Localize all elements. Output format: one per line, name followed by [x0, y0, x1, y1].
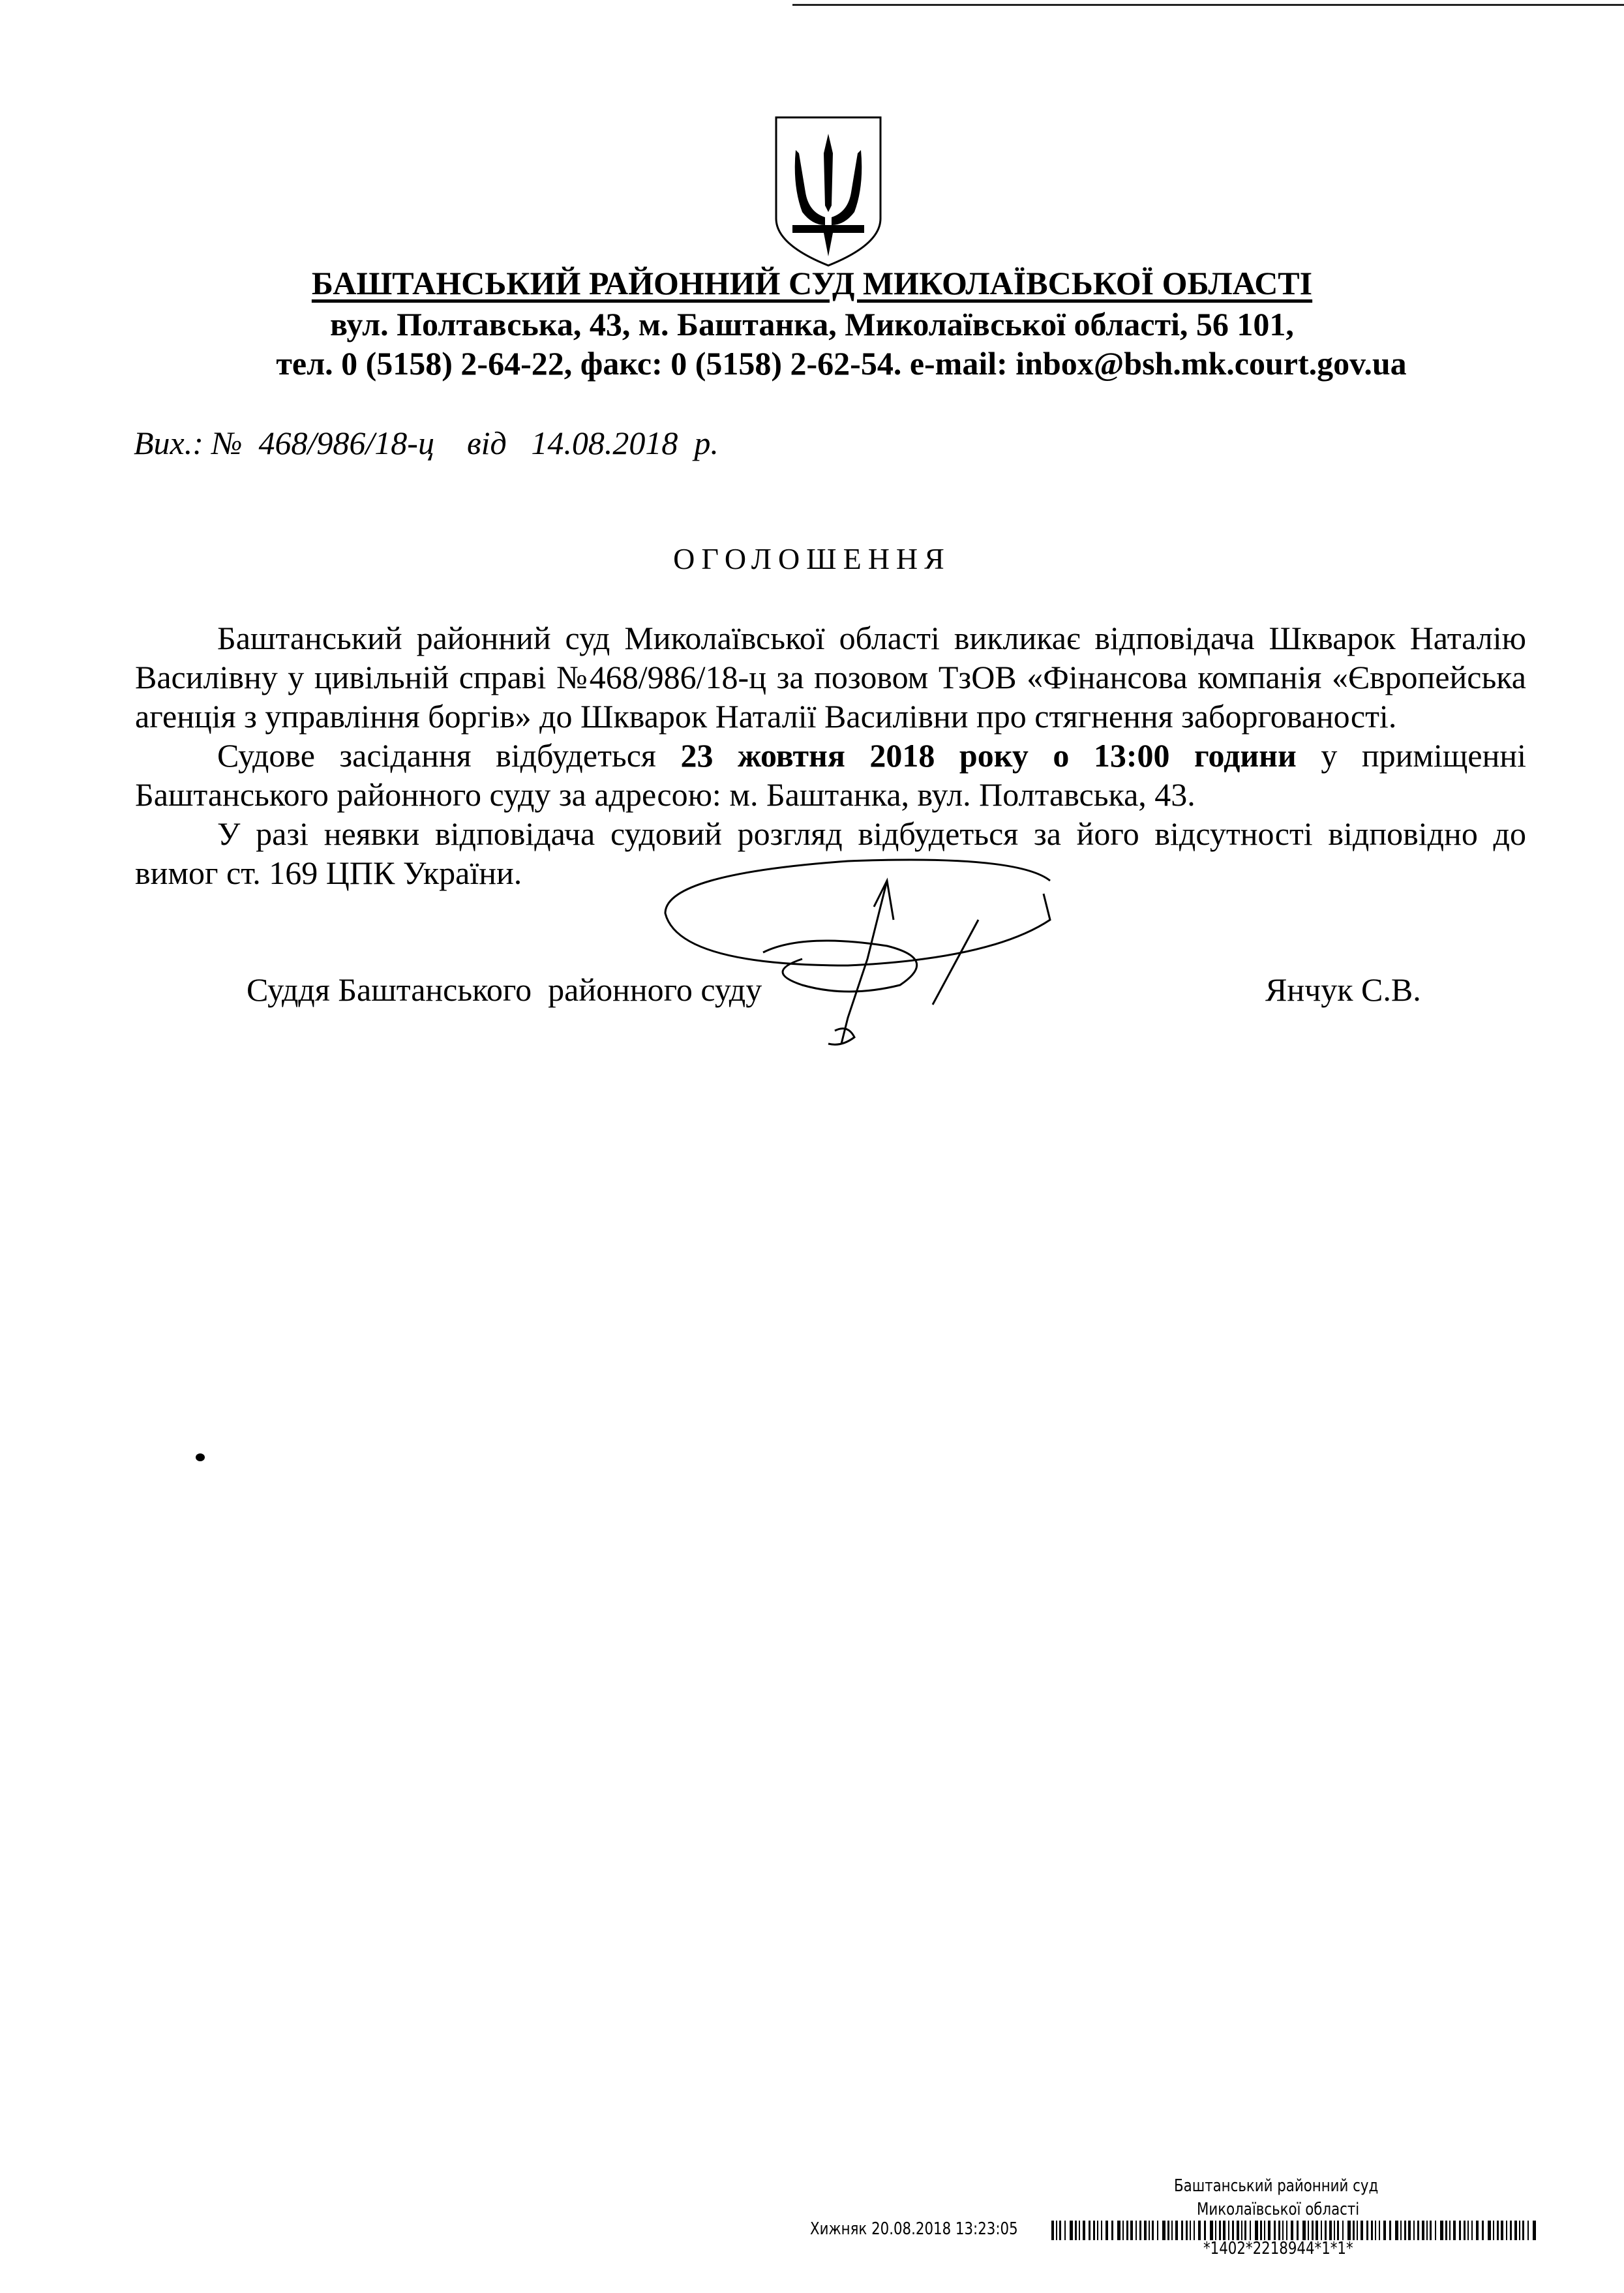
barcode-bar	[1219, 2221, 1221, 2240]
barcode-bar	[1308, 2221, 1309, 2240]
barcode-bar	[1337, 2221, 1339, 2240]
barcode-bar	[1440, 2221, 1443, 2240]
barcode-bar	[1357, 2221, 1358, 2240]
stamp-court-line2: Миколаївської області	[1197, 2200, 1360, 2219]
barcode-bar	[1223, 2221, 1226, 2240]
barcode-bar	[1400, 2221, 1402, 2240]
hearing-text-after: у приміщенні Баштанського районного суду за адресою: м. Баштанка, вул. Полтавська, 43.	[135, 737, 1526, 813]
barcode-bar	[1445, 2221, 1447, 2240]
barcode-bar	[1527, 2221, 1529, 2240]
barcode-bar	[1244, 2221, 1246, 2240]
barcode-bar	[1149, 2221, 1150, 2240]
hearing-text-before: Судове засідання відбудеться	[217, 737, 681, 774]
barcode-bar	[1408, 2221, 1411, 2240]
barcode-bar	[1255, 2221, 1258, 2240]
barcode-bar	[1459, 2221, 1461, 2240]
barcode-bar	[1497, 2221, 1499, 2240]
barcode-bar	[1144, 2221, 1147, 2240]
barcode-bar	[1453, 2221, 1456, 2240]
barcode-bar	[1059, 2221, 1061, 2240]
barcode-bar	[1464, 2221, 1466, 2240]
barcode-bar	[1126, 2221, 1128, 2240]
barcode-bar	[1097, 2221, 1098, 2240]
barcode-bar	[1194, 2221, 1195, 2240]
barcode-bar	[1430, 2221, 1432, 2240]
barcode-bar	[1130, 2221, 1133, 2240]
barcode-bar	[1210, 2221, 1213, 2240]
barcode-bar	[1395, 2221, 1398, 2240]
barcode-bar	[1514, 2221, 1517, 2240]
barcode-bar	[1316, 2221, 1318, 2240]
registrar-timestamp: Хижняк 20.08.2018 13:23:05	[810, 2219, 1018, 2239]
barcode-bar	[1186, 2221, 1188, 2240]
court-contacts: тел. 0 (5158) 2-64-22, факс: 0 (5158) 2-62-54. e-mail: inbox@bsh.mk.court.gov.ua	[276, 345, 1407, 382]
barcode-bar	[1282, 2221, 1284, 2240]
barcode-bar	[1175, 2221, 1178, 2240]
barcode-bar	[1260, 2221, 1262, 2240]
paragraph-summons: Баштанський районний суд Миколаївської області викликає відповідача Шкварок Наталію Василівну у цивільній справі №468/986/18-ц за позовом ТзОВ «Фінансова компанія «Європейська агенція з управління боргів» до Шкварок Наталії Василівни про стягнення заборгованості.	[135, 620, 1526, 735]
court-name-heading: БАШТАНСЬКИЙ РАЙОННИЙ СУД МИКОЛАЇВСЬКОЇ ОБЛАСТІ	[311, 265, 1313, 301]
barcode-bar	[1105, 2221, 1108, 2240]
barcode-bar	[1413, 2221, 1415, 2240]
barcode-bar	[1181, 2221, 1183, 2240]
barcode-bar	[1426, 2221, 1428, 2240]
barcode-bar	[1111, 2221, 1113, 2240]
barcode-bar	[1171, 2221, 1173, 2240]
barcode-bar	[1482, 2221, 1484, 2240]
barcode-bar	[1237, 2221, 1239, 2240]
barcode-bar	[1417, 2221, 1419, 2240]
barcode-bar	[1278, 2221, 1280, 2240]
barcode-bar	[1371, 2221, 1373, 2240]
judge-title: Суддя Баштанського районного суду	[247, 971, 762, 1008]
barcode-bar	[1268, 2221, 1271, 2240]
barcode-bar	[1302, 2221, 1306, 2240]
barcode-number: *1402*2218944*1*1*	[1203, 2239, 1353, 2258]
barcode-bar	[1070, 2221, 1073, 2240]
barcode-bar	[1101, 2221, 1102, 2240]
court-address: вул. Полтавська, 43, м. Баштанка, Миколаївської області, 56 101,	[330, 306, 1294, 342]
barcode-bar	[1519, 2221, 1520, 2240]
barcode-bar	[1139, 2221, 1141, 2240]
barcode-bar	[1204, 2221, 1206, 2240]
barcode-bar	[1167, 2221, 1169, 2240]
barcode-bar	[1079, 2221, 1080, 2240]
barcode-bar	[1467, 2221, 1469, 2240]
barcode-bar	[1329, 2221, 1332, 2240]
paragraph-hearing	[135, 736, 1526, 814]
barcode-bar	[1264, 2221, 1265, 2240]
barcode-bar	[1334, 2221, 1335, 2240]
paragraph-absence: У разі неявки відповідача судовий розгляд відбудеться за його відсутності відповідно до вимог ст. 169 ЦПК України.	[135, 815, 1526, 891]
scan-speck	[196, 1453, 205, 1461]
barcode-bar	[1162, 2221, 1165, 2240]
barcode-bar	[1383, 2221, 1386, 2240]
barcode-bar	[1241, 2221, 1242, 2240]
barcode-bar	[1321, 2221, 1322, 2240]
barcode-bar	[1135, 2221, 1137, 2240]
barcode-bar	[1325, 2221, 1327, 2240]
barcode-bar	[1157, 2221, 1158, 2240]
barcode-bar	[1488, 2221, 1491, 2240]
barcode-bar	[1117, 2221, 1120, 2240]
barcode-bar	[1366, 2221, 1368, 2240]
barcode-bar	[1075, 2221, 1077, 2240]
barcode-bar	[1476, 2221, 1479, 2240]
barcode-bar	[1215, 2221, 1216, 2240]
barcode-bar	[1312, 2221, 1314, 2240]
barcode-bar	[1389, 2221, 1391, 2240]
coat-of-arms-trident-icon	[773, 114, 884, 267]
barcode-bar	[1379, 2221, 1380, 2240]
barcode-bar	[1190, 2221, 1191, 2240]
barcode-bar	[1228, 2221, 1229, 2240]
barcode-bar	[1422, 2221, 1424, 2240]
barcode-bar	[1093, 2221, 1095, 2240]
announcement-body	[135, 618, 1526, 892]
barcode-bar	[1286, 2221, 1287, 2240]
barcode-bar	[1083, 2221, 1085, 2240]
barcode-bar	[1232, 2221, 1234, 2240]
barcode-bar	[1198, 2221, 1201, 2240]
barcode-bar	[1250, 2221, 1251, 2240]
barcode-bar	[1522, 2221, 1524, 2240]
barcode-bar	[1375, 2221, 1376, 2240]
barcode	[1051, 2221, 1534, 2240]
barcode-bar	[1471, 2221, 1473, 2240]
barcode-bar	[1510, 2221, 1512, 2240]
barcode-bar	[1122, 2221, 1124, 2240]
judge-name: Янчук С.В.	[1265, 971, 1421, 1008]
barcode-bar	[1089, 2221, 1090, 2240]
barcode-bar	[1361, 2221, 1363, 2240]
barcode-bar	[1501, 2221, 1503, 2240]
barcode-bar	[1274, 2221, 1276, 2240]
stamp-court-line1: Баштанський районний суд	[1174, 2176, 1379, 2196]
barcode-bar	[1353, 2221, 1355, 2240]
barcode-bar	[1152, 2221, 1154, 2240]
barcode-bar	[1297, 2221, 1299, 2240]
barcode-bar	[1493, 2221, 1494, 2240]
barcode-bar	[1435, 2221, 1436, 2240]
barcode-bar	[1291, 2221, 1293, 2240]
outgoing-reference: Вих.: № 468/986/18-ц від 14.08.2018 р.	[134, 425, 719, 461]
barcode-bar	[1506, 2221, 1507, 2240]
barcode-bar	[1404, 2221, 1406, 2240]
barcode-bar	[1342, 2221, 1344, 2240]
hearing-date-time: 23 жовтня 2018 року о 13:00 години	[680, 737, 1297, 774]
document-title: ОГОЛОШЕННЯ	[673, 542, 951, 575]
barcode-bar	[1051, 2221, 1054, 2240]
barcode-bar	[1056, 2221, 1057, 2240]
barcode-bar	[1533, 2221, 1536, 2240]
handwritten-signature	[652, 855, 1070, 1050]
barcode-bar	[1064, 2221, 1066, 2240]
barcode-bar	[1347, 2221, 1351, 2240]
barcode-bar	[1449, 2221, 1451, 2240]
scan-edge-line	[792, 4, 1624, 6]
